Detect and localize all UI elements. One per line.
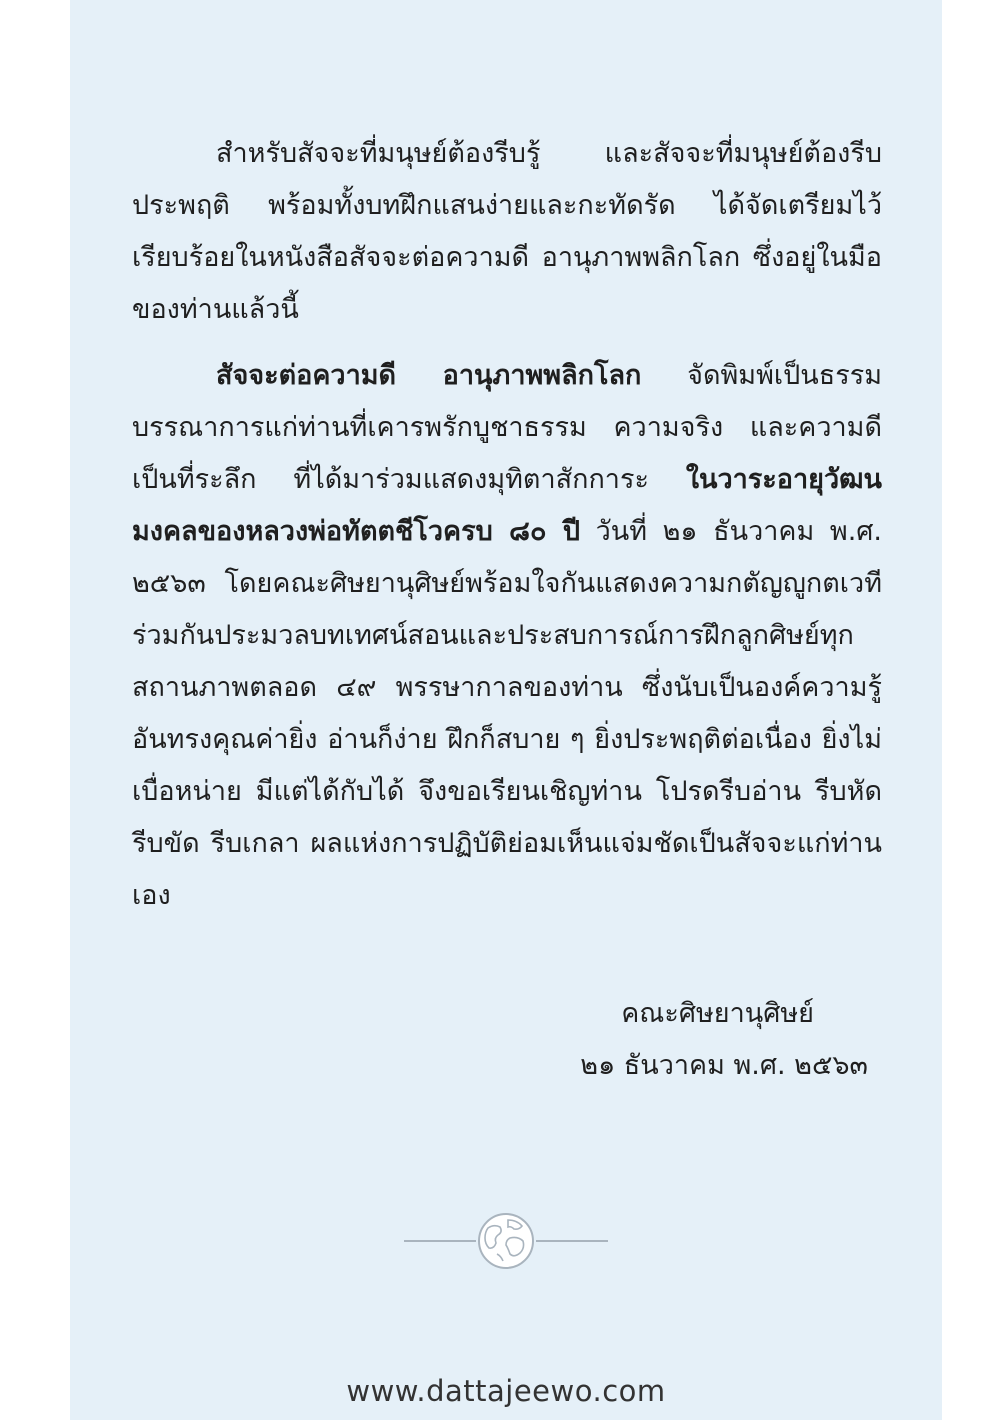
signature-date: ๒๑ ธันวาคม พ.ศ. ๒๕๖๓ xyxy=(580,1050,868,1081)
paragraph-dedication xyxy=(132,350,882,922)
footer-website-url: www.dattajeewo.com xyxy=(346,1374,666,1408)
signature-name: คณะศิษยานุศิษย์ xyxy=(621,998,814,1029)
paragraph-intro xyxy=(132,128,882,336)
signature-block xyxy=(580,988,868,1092)
dedication-text-b: วันที่ ๒๑ ธันวาคม พ.ศ. ๒๕๖๓ โดยคณะศิษยานุศิษย์พร้อมใจกันแสดงความกตัญญูกตเวที ร่วมกันประมวลบทเทศน์สอนและประสบการณ์การฝึกลูกศิษย์ทุกสถานภาพตลอด ๔๙ พรรษากาลของท่าน ซึ่งนับเป็นองค์ความรู้อันทรงคุณค่ายิ่ง อ่านก็ง่าย ฝึกก็สบาย ๆ ยิ่งประพฤติต่อเนื่อง ยิ่งไม่เบื่อหน่าย มีแต่ได้กับได้ จึงขอเรียนเชิญท่าน โปรดรีบอ่าน รีบหัด รีบขัด รีบเกลา ผลแห่งการปฏิบัติย่อมเห็นแจ่มชัดเป็นสัจจะแก่ท่านเอง xyxy=(132,516,882,911)
paragraph-intro-text: สำหรับสัจจะที่มนุษย์ต้องรีบรู้ และสัจจะที่มนุษย์ต้องรีบประพฤติ พร้อมทั้งบทฝึกแสนง่ายและกะทัดรัด ได้จัดเตรียมไว้เรียบร้อยในหนังสือสัจจะต่อความดี อานุภาพพลิกโลก ซึ่งอยู่ในมือของท่านแล้วนี้ xyxy=(132,138,882,325)
globe-icon xyxy=(479,1214,533,1268)
occasion-text: ในวาระอายุวัฒนมงคลของหลวงพ่อทัตตชีโวครบ ๘๐ ปี xyxy=(132,464,882,547)
globe-divider-ornament xyxy=(404,1206,608,1276)
dedication-text-a: จัดพิมพ์เป็นธรรมบรรณาการแก่ท่านที่เคารพรักบูชาธรรม ความจริง และความดี เป็นที่ระลึก ที่ได้มาร่วมแสดงมุทิตาสักการะ xyxy=(132,360,883,495)
book-title: สัจจะต่อความดี อานุภาพพลิกโลก xyxy=(216,360,642,391)
